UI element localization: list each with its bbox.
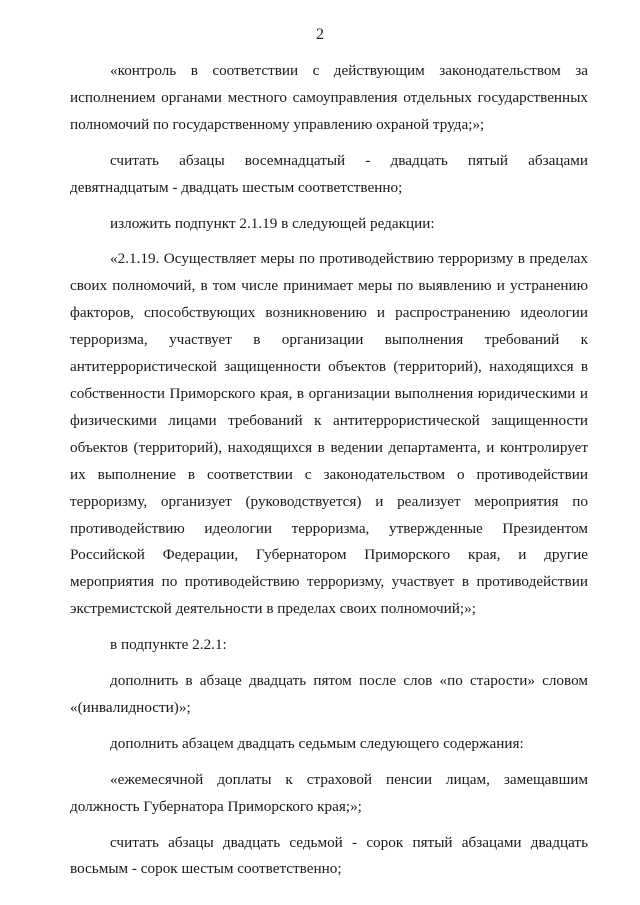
paragraph-subclause-2-2-1: в подпункте 2.2.1: (110, 636, 227, 654)
paragraph-renumber-paragraphs-27-45: считать абзацы двадцать седьмой - сорок пятый абзацами двадцать восьмым - сорок шестым соответственно; (70, 833, 588, 878)
document-body (70, 58, 588, 883)
paragraph-restate-subclause-2-1-19: изложить подпункт 2.1.19 в следующей редакции: (110, 214, 435, 232)
page-number: 2 (316, 26, 324, 43)
paragraph-add-disability-word: дополнить в абзаце двадцать пятом после слов «по старости» словом «(инвалидности)»; (70, 672, 588, 716)
paragraph-labor-protection-control: «контроль в соответствии с действующим законодательством за исполнением органами местного самоуправления отдельных государственных полномочий по государственному управлению охраной труда;»; (70, 62, 588, 133)
paragraph-subclause-2-1-19-text: «2.1.19. Осуществляет меры по противодействию терроризму в пределах своих полномочий, в том числе принимает меры по выявлению и устранению факторов, способствующих возникновению и распространению идеологии терроризма, участвует в организации выполнения требований к антитеррористической защищенности объектов (территорий), находящихся в собственности Приморского края, в организации выполнения юридическими и физическими лицами требований к антитеррористической защищенности объектов (территорий), находящихся в ведении департамента, и контролирует их выполнение в соответствии с законодательством о противодействии терроризму, организует (руководствуется) и реализует мероприятия по противодействию идеологии терроризма, утвержденные Президентом Российской Федерации, Губернатором Приморского края, и другие мероприятия по противодействию терроризму, участвует в противодействии экстремистской деятельности в пределах своих полномочий;»; (70, 250, 588, 618)
paragraph-add-paragraph-27: дополнить абзацем двадцать седьмым следующего содержания: (110, 734, 524, 752)
paragraph-renumber-paragraphs-18-25: считать абзацы восемнадцатый - двадцать пятый абзацами девятнадцатым - двадцать шестым соответственно; (70, 151, 588, 196)
paragraph-governor-pension-supplement: «ежемесячной доплаты к страховой пенсии лицам, замещавшим должность Губернатора Приморского края;»; (70, 770, 588, 815)
